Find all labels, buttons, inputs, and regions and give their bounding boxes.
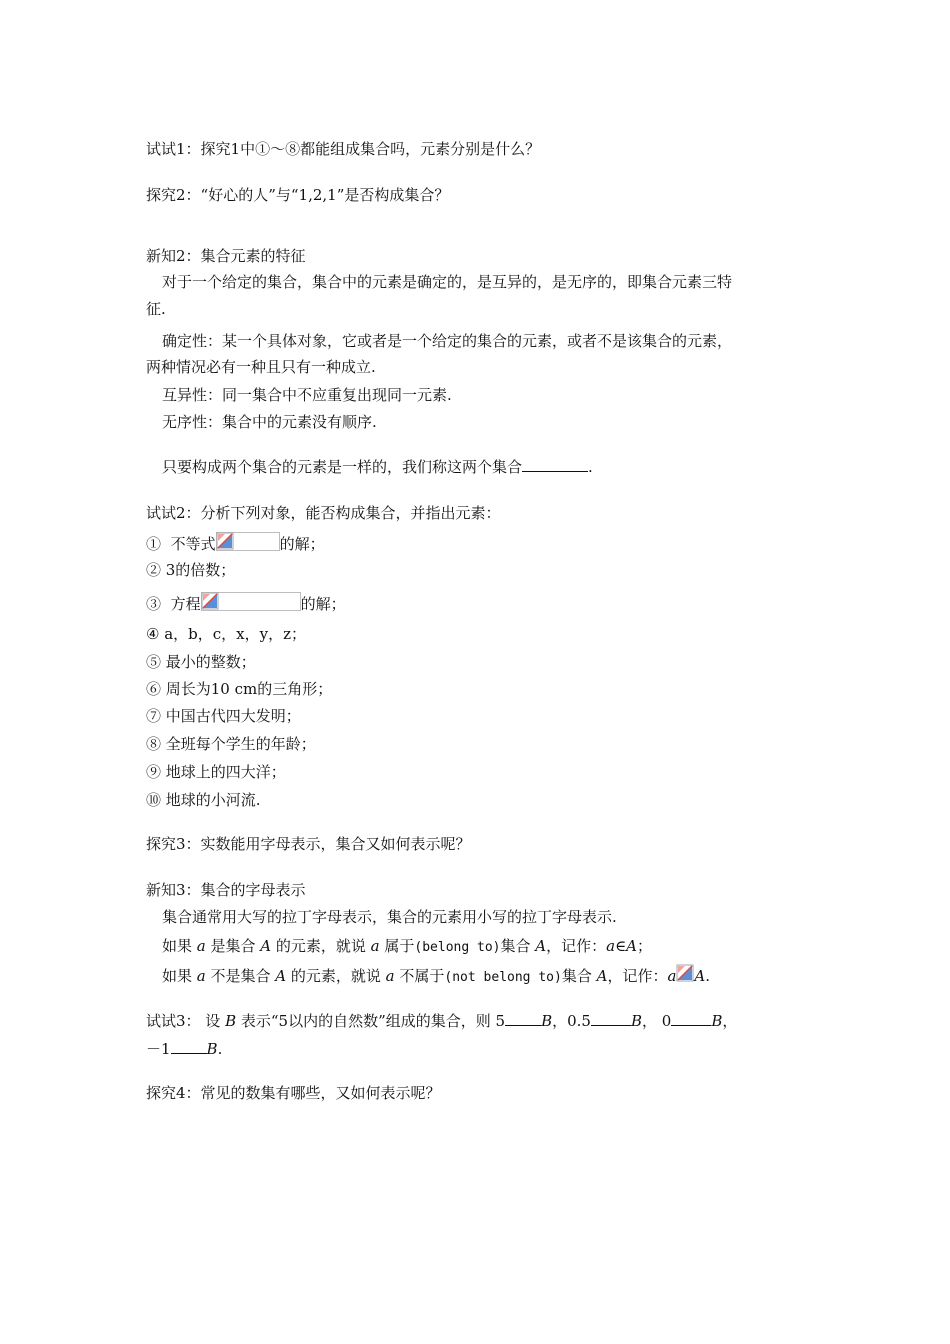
para-belongs-to: 如果 a 是集合 A 的元素，就说 a 属于(belong to)集合 A，记作：a∈A； [162, 937, 653, 955]
para-distinctness: 互异性：同一集合中不应重复出现同一元素. [162, 386, 452, 404]
broken-image-icon [216, 532, 280, 552]
list-item-7: ⑦ 中国古代四大发明； [146, 707, 301, 725]
answer-blank[interactable] [522, 457, 588, 472]
list-item-10: ⑩ 地球的小河流. [146, 791, 261, 809]
para-determinacy-line1: 确定性：某一个具体对象，它或者是一个给定的集合的元素，或者不是该集合的元素， [162, 332, 733, 350]
list-item-3: ③ 方程 的解； [146, 592, 346, 614]
answer-blank[interactable] [171, 1039, 207, 1054]
trial-2-heading: 试试2：分析下列对象，能否构成集合，并指出元素： [146, 504, 501, 522]
answer-blank[interactable] [591, 1011, 631, 1026]
new-knowledge-2-heading: 新知2：集合元素的特征 [146, 247, 306, 265]
list-item-9: ⑨ 地球上的四大洋； [146, 763, 286, 781]
para-not-belongs-to: 如果 a 不是集合 A 的元素，就说 a 不属于(not belong to)集合 A，记作：a A. [162, 964, 710, 988]
broken-image-icon [201, 592, 301, 612]
answer-blank[interactable] [671, 1011, 711, 1026]
explore-3: 探究3：实数能用字母表示，集合又如何表示呢？ [146, 835, 471, 853]
trial-1: 试试1：探究1中①～⑧都能组成集合吗，元素分别是什么？ [146, 140, 541, 158]
list-item-2: ② 3的倍数； [146, 561, 236, 579]
equal-sets-text: 只要构成两个集合的元素是一样的，我们称这两个集合 [162, 458, 523, 476]
list-item-5: ⑤ 最小的整数； [146, 653, 256, 671]
list-item-4: ④ a，b，c，x，y，z； [146, 625, 306, 643]
broken-image-icon [676, 964, 694, 984]
explore-2: 探究2：“好心的人”与“1,2,1”是否构成集合？ [146, 186, 450, 204]
explore-4: 探究4：常见的数集有哪些，又如何表示呢？ [146, 1084, 441, 1102]
list-item-1: ① 不等式 的解； [146, 532, 325, 554]
new-knowledge-3-heading: 新知3：集合的字母表示 [146, 881, 306, 899]
para-determinacy-line2: 两种情况必有一种且只有一种成立. [146, 358, 376, 376]
belongs-notation: a∈A [606, 937, 638, 955]
list-item-8: ⑧ 全班每个学生的年龄； [146, 735, 316, 753]
trial-3-line2: －1 B. [146, 1040, 223, 1058]
para-three-features-line2: 征. [146, 300, 166, 318]
para-unordered: 无序性：集合中的元素没有顺序. [162, 413, 377, 431]
para-three-features-line1: 对于一个给定的集合，集合中的元素是确定的，是互异的，是无序的，即集合元素三特 [162, 273, 733, 291]
trial-3-line1: 试试3： 设 B 表示“5以内的自然数”组成的集合，则 5 B，0.5 B， 0 B， [146, 1012, 738, 1030]
para-letter-notation: 集合通常用大写的拉丁字母表示，集合的元素用小写的拉丁字母表示. [162, 908, 617, 926]
list-item-6: ⑥ 周长为10 cm的三角形； [146, 680, 333, 698]
para-equal-sets: 只要构成两个集合的元素是一样的，我们称这两个集合 . [162, 458, 593, 476]
answer-blank[interactable] [505, 1011, 541, 1026]
